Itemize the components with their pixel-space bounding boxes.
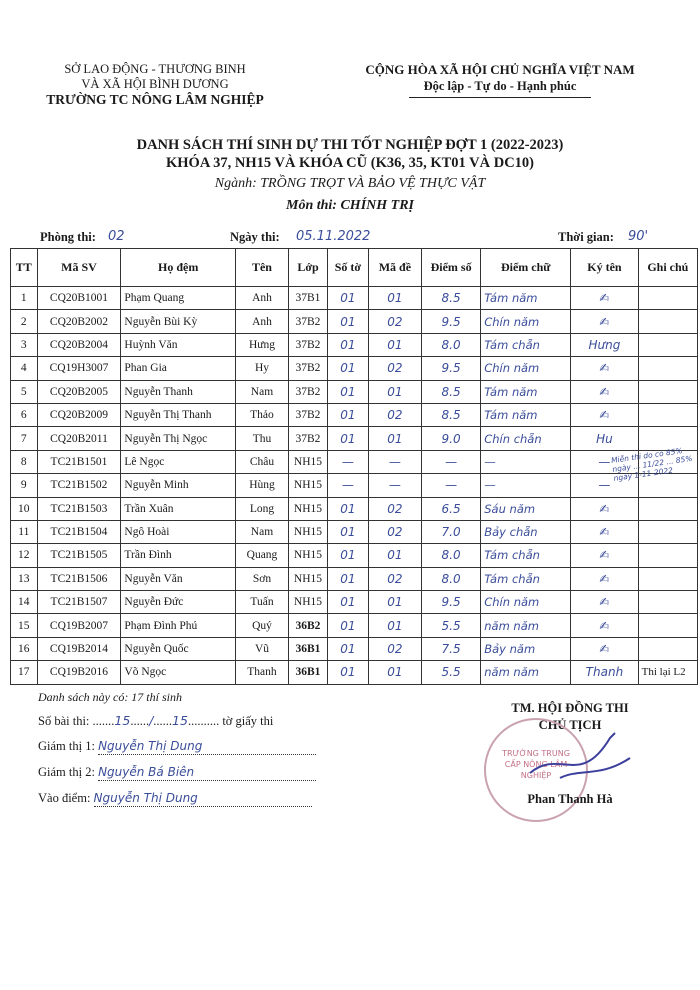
- cell-soto: —: [327, 474, 368, 497]
- cell-chu: Tám năm: [481, 403, 571, 426]
- proctor2-line: [38, 765, 316, 781]
- cell-lop: NH15: [289, 474, 328, 497]
- cell-ma: TC21B1503: [37, 497, 121, 520]
- cell-diem: 7.0: [421, 520, 480, 543]
- cell-ky: —: [571, 450, 638, 473]
- cell-lop: NH15: [289, 544, 328, 567]
- chairman-name: Phan Thanh Hà: [527, 792, 613, 806]
- cell-ten: Tuấn: [235, 591, 288, 614]
- cell-chu: năm năm: [481, 614, 571, 637]
- cell-diem: 8.5: [421, 287, 480, 310]
- cell-ten: Anh: [235, 310, 288, 333]
- cell-ky: ✍: [571, 380, 638, 403]
- cell-chu: Chín năm: [481, 310, 571, 333]
- cell-diem: —: [421, 450, 480, 473]
- cell-tt: 9: [11, 474, 38, 497]
- cell-made: 01: [368, 287, 421, 310]
- cell-diem: 8.5: [421, 403, 480, 426]
- cell-ghichu: [638, 403, 697, 426]
- cell-hodem: Ngô Hoài: [121, 520, 236, 543]
- table-row: [11, 427, 698, 450]
- cell-chu: Bảy năm: [481, 637, 571, 660]
- cell-made: 02: [368, 520, 421, 543]
- cell-ky: ✍: [571, 614, 638, 637]
- cell-tt: 11: [11, 520, 38, 543]
- proctor1-line: [38, 739, 316, 755]
- cell-ghichu: [638, 380, 697, 403]
- cell-ky: ✍: [571, 310, 638, 333]
- cell-chu: —: [481, 474, 571, 497]
- cell-soto: 01: [327, 403, 368, 426]
- cell-tt: 1: [11, 287, 38, 310]
- sheet-count-value2: 15: [172, 713, 188, 728]
- sheet-count-suffix: tờ giấy thi: [222, 714, 274, 728]
- table-row: [11, 333, 698, 356]
- council-role: CHỦ TỊCH: [538, 718, 602, 732]
- issuer-line2: VÀ XÃ HỘI BÌNH DƯƠNG: [81, 77, 229, 91]
- doc-title-line1: DANH SÁCH THÍ SINH DỰ THI TỐT NGHIỆP ĐỢT 1 (2022-2023): [136, 137, 564, 153]
- proctor1-signature: Nguyễn Thị Dung: [98, 739, 203, 753]
- cell-ten: Quý: [235, 614, 288, 637]
- cell-tt: 15: [11, 614, 38, 637]
- cell-ghichu: [638, 287, 697, 310]
- cell-hodem: Trần Đình: [121, 544, 236, 567]
- motto-underline: [409, 97, 591, 98]
- cell-ma: TC21B1505: [37, 544, 121, 567]
- cell-diem: 5.5: [421, 661, 480, 684]
- cell-hodem: Phạm Quang: [121, 287, 236, 310]
- sheet-count-line: Số bài thi: .......15....../......15.......... tờ giấy thi: [38, 713, 274, 728]
- cell-diem: 7.5: [421, 637, 480, 660]
- cell-chu: —: [481, 450, 571, 473]
- cell-made: 01: [368, 661, 421, 684]
- cell-ma: TC21B1501: [37, 450, 121, 473]
- cell-ghichu: [638, 333, 697, 356]
- cell-diem: 5.5: [421, 614, 480, 637]
- cell-soto: 01: [327, 661, 368, 684]
- table-row: [11, 380, 698, 403]
- table-body: [11, 287, 698, 685]
- cell-tt: 13: [11, 567, 38, 590]
- cell-ky: ✍: [571, 357, 638, 380]
- cell-made: 01: [368, 544, 421, 567]
- cell-ten: Sơn: [235, 567, 288, 590]
- cell-made: 02: [368, 403, 421, 426]
- cell-ky: ✍: [571, 287, 638, 310]
- cell-made: —: [368, 474, 421, 497]
- cell-tt: 8: [11, 450, 38, 473]
- col-header: Tên: [235, 249, 288, 287]
- cell-diem: 8.5: [421, 380, 480, 403]
- major: Ngành: TRỒNG TRỌT VÀ BẢO VỆ THỰC VẬT: [214, 176, 486, 191]
- cell-hodem: Nguyễn Thị Ngọc: [121, 427, 236, 450]
- cell-lop: 37B2: [289, 333, 328, 356]
- table-row: [11, 403, 698, 426]
- cell-tt: 3: [11, 333, 38, 356]
- cell-lop: 37B2: [289, 380, 328, 403]
- cell-soto: —: [327, 450, 368, 473]
- cell-ky: Thanh: [571, 661, 638, 684]
- col-header: Họ đệm: [121, 249, 236, 287]
- cell-soto: 01: [327, 427, 368, 450]
- sheet-count-label: Số bài thi:: [38, 714, 90, 728]
- cell-hodem: Huỳnh Văn: [121, 333, 236, 356]
- cell-tt: 5: [11, 380, 38, 403]
- cell-chu: năm năm: [481, 661, 571, 684]
- candidate-table: [10, 248, 698, 685]
- room-value: 02: [108, 229, 125, 244]
- duration-value: 90': [628, 229, 649, 244]
- cell-ma: CQ19B2014: [37, 637, 121, 660]
- cell-ghichu: [638, 637, 697, 660]
- cell-ma: CQ20B2009: [37, 403, 121, 426]
- cell-soto: 01: [327, 637, 368, 660]
- cell-ten: Nam: [235, 520, 288, 543]
- cell-made: 01: [368, 591, 421, 614]
- cell-made: 01: [368, 427, 421, 450]
- proctor1-label: Giám thị 1:: [38, 739, 95, 753]
- cell-ma: CQ19B2007: [37, 614, 121, 637]
- cell-made: 01: [368, 380, 421, 403]
- cell-ten: Hưng: [235, 333, 288, 356]
- proctor2-signature: Nguyễn Bá Biên: [98, 765, 195, 779]
- table-row: [11, 567, 698, 590]
- col-header: Ghi chú: [638, 249, 697, 287]
- cell-soto: 01: [327, 310, 368, 333]
- cell-lop: 37B2: [289, 357, 328, 380]
- cell-soto: 01: [327, 614, 368, 637]
- issuer-line1: SỞ LAO ĐỘNG - THƯƠNG BINH: [64, 62, 246, 76]
- cell-tt: 2: [11, 310, 38, 333]
- cell-tt: 16: [11, 637, 38, 660]
- table-row: [11, 474, 698, 497]
- grader-signature: Nguyễn Thị Dung: [93, 791, 198, 805]
- cell-ten: Long: [235, 497, 288, 520]
- cell-ten: Quang: [235, 544, 288, 567]
- cell-ma: TC21B1507: [37, 591, 121, 614]
- cell-ma: CQ20B2011: [37, 427, 121, 450]
- cell-hodem: Phạm Đình Phú: [121, 614, 236, 637]
- cell-diem: 6.5: [421, 497, 480, 520]
- duration-label: Thời gian:: [558, 230, 614, 244]
- cell-ten: Hùng: [235, 474, 288, 497]
- date-value: 05.11.2022: [296, 229, 371, 244]
- cell-soto: 01: [327, 591, 368, 614]
- grader-label: Vào điểm:: [38, 791, 91, 805]
- sheet-count-sep: /: [149, 713, 154, 728]
- table-row: [11, 310, 698, 333]
- candidate-count: Danh sách này có: 17 thí sinh: [38, 690, 182, 704]
- cell-hodem: Phan Gia: [121, 357, 236, 380]
- table-row: [11, 661, 698, 684]
- cell-lop: 37B2: [289, 310, 328, 333]
- exemption-note: Miễn thi do có 85% ngày ... 11/22 ... 85% ngày 1-11-2022: [610, 446, 693, 483]
- cell-ky: ✍: [571, 520, 638, 543]
- cell-diem: 9.5: [421, 310, 480, 333]
- cell-chu: Chín chẵn: [481, 427, 571, 450]
- cell-tt: 7: [11, 427, 38, 450]
- proctor2-label: Giám thị 2:: [38, 765, 95, 779]
- motto: Độc lập - Tự do - Hạnh phúc: [423, 79, 577, 93]
- cell-soto: 01: [327, 567, 368, 590]
- cell-diem: 9.0: [421, 427, 480, 450]
- country-name: CỘNG HÒA XÃ HỘI CHỦ NGHĨA VIỆT NAM: [365, 62, 635, 77]
- cell-hodem: Trần Xuân: [121, 497, 236, 520]
- col-header: Mã SV: [37, 249, 121, 287]
- cell-chu: Tám chẵn: [481, 567, 571, 590]
- cell-ghichu: Thi lại L2: [638, 661, 697, 684]
- cell-ten: Thu: [235, 427, 288, 450]
- cell-ma: CQ19H3007: [37, 357, 121, 380]
- cell-chu: Bảy chẵn: [481, 520, 571, 543]
- cell-ky: ✍: [571, 591, 638, 614]
- table-row: [11, 637, 698, 660]
- cell-ma: CQ19B2016: [37, 661, 121, 684]
- cell-ma: TC21B1502: [37, 474, 121, 497]
- cell-tt: 12: [11, 544, 38, 567]
- cell-tt: 6: [11, 403, 38, 426]
- cell-ma: TC21B1506: [37, 567, 121, 590]
- table-row: [11, 544, 698, 567]
- table-row: [11, 520, 698, 543]
- cell-ghichu: [638, 614, 697, 637]
- cell-ten: Vũ: [235, 637, 288, 660]
- table-row: [11, 614, 698, 637]
- cell-tt: 17: [11, 661, 38, 684]
- cell-ky: Hu: [571, 427, 638, 450]
- cell-ma: CQ20B2002: [37, 310, 121, 333]
- cell-soto: 01: [327, 333, 368, 356]
- cell-hodem: Nguyễn Bùi Kỳ: [121, 310, 236, 333]
- cell-hodem: Nguyễn Đức: [121, 591, 236, 614]
- col-header: Lớp: [289, 249, 328, 287]
- cell-chu: Sáu năm: [481, 497, 571, 520]
- cell-lop: 37B2: [289, 403, 328, 426]
- date-label: Ngày thi:: [230, 230, 280, 244]
- cell-hodem: Nguyễn Thị Thanh: [121, 403, 236, 426]
- cell-hodem: Võ Ngọc: [121, 661, 236, 684]
- cell-diem: 8.0: [421, 333, 480, 356]
- cell-tt: 10: [11, 497, 38, 520]
- cell-ma: CQ20B1001: [37, 287, 121, 310]
- cell-made: 02: [368, 310, 421, 333]
- cell-soto: 01: [327, 357, 368, 380]
- subject: Môn thi: CHÍNH TRỊ: [286, 198, 414, 213]
- cell-ky: ✍: [571, 544, 638, 567]
- cell-lop: 36B1: [289, 637, 328, 660]
- cell-ten: Châu: [235, 450, 288, 473]
- cell-chu: Tám chẵn: [481, 333, 571, 356]
- cell-chu: Tám năm: [481, 380, 571, 403]
- cell-ten: Nam: [235, 380, 288, 403]
- cell-ghichu: [638, 357, 697, 380]
- cell-ky: ✍: [571, 497, 638, 520]
- cell-tt: 14: [11, 591, 38, 614]
- cell-lop: NH15: [289, 450, 328, 473]
- table-row: [11, 357, 698, 380]
- cell-tt: 4: [11, 357, 38, 380]
- cell-lop: NH15: [289, 567, 328, 590]
- cell-chu: Chín năm: [481, 357, 571, 380]
- cell-ma: TC21B1504: [37, 520, 121, 543]
- cell-lop: 36B2: [289, 614, 328, 637]
- col-header: Điểm chữ: [481, 249, 571, 287]
- cell-diem: 9.5: [421, 591, 480, 614]
- cell-ky: ✍: [571, 403, 638, 426]
- cell-ten: Thảo: [235, 403, 288, 426]
- cell-soto: 01: [327, 380, 368, 403]
- cell-made: 01: [368, 333, 421, 356]
- cell-ghichu: [638, 567, 697, 590]
- school-name: TRƯỜNG TC NÔNG LÂM NGHIỆP: [46, 92, 264, 107]
- cell-made: —: [368, 450, 421, 473]
- grader-line: [38, 791, 312, 807]
- cell-made: 02: [368, 357, 421, 380]
- council-title: TM. HỘI ĐỒNG THI: [511, 701, 629, 715]
- cell-lop: 37B1: [289, 287, 328, 310]
- national-motto: [340, 62, 660, 94]
- cell-lop: NH15: [289, 520, 328, 543]
- cell-diem: 8.0: [421, 544, 480, 567]
- col-header: TT: [11, 249, 38, 287]
- cell-diem: 9.5: [421, 357, 480, 380]
- col-header: Điểm số: [421, 249, 480, 287]
- cell-ten: Hy: [235, 357, 288, 380]
- issuer-block: [20, 62, 290, 107]
- cell-hodem: Nguyễn Thanh: [121, 380, 236, 403]
- cell-hodem: Nguyễn Văn: [121, 567, 236, 590]
- cell-ma: CQ20B2004: [37, 333, 121, 356]
- table-row: [11, 591, 698, 614]
- cell-soto: 01: [327, 520, 368, 543]
- cell-chu: Chín năm: [481, 591, 571, 614]
- cell-ghichu: [638, 310, 697, 333]
- cell-ghichu: [638, 520, 697, 543]
- cell-made: 02: [368, 497, 421, 520]
- doc-title-line2: KHÓA 37, NH15 VÀ KHÓA CŨ (K36, 35, KT01 VÀ DC10): [165, 155, 535, 171]
- table-row: [11, 287, 698, 310]
- cell-ky: Hưng: [571, 333, 638, 356]
- cell-lop: NH15: [289, 591, 328, 614]
- cell-ten: Anh: [235, 287, 288, 310]
- cell-made: 01: [368, 614, 421, 637]
- cell-soto: 01: [327, 497, 368, 520]
- cell-soto: 01: [327, 544, 368, 567]
- seal-text: TRƯỜNG TRUNG CẤP NÔNG LÂM NGHIỆP: [502, 749, 570, 780]
- sheet-count-value: 15: [114, 713, 131, 728]
- cell-chu: Tám chẵn: [481, 544, 571, 567]
- cell-ma: CQ20B2005: [37, 380, 121, 403]
- cell-chu: Tám năm: [481, 287, 571, 310]
- cell-made: 02: [368, 637, 421, 660]
- cell-lop: 37B2: [289, 427, 328, 450]
- cell-soto: 01: [327, 287, 368, 310]
- cell-made: 02: [368, 567, 421, 590]
- chairman-signature-icon: [520, 728, 640, 798]
- cell-ghichu: [638, 591, 697, 614]
- cell-diem: 8.0: [421, 567, 480, 590]
- table-row: [11, 497, 698, 520]
- room-label: Phòng thi:: [40, 230, 96, 244]
- cell-ghichu: [638, 497, 697, 520]
- table-row: [11, 450, 698, 473]
- cell-ky: ✍: [571, 637, 638, 660]
- table-header-row: [11, 249, 698, 287]
- cell-diem: —: [421, 474, 480, 497]
- cell-ky: ✍: [571, 567, 638, 590]
- cell-ky: —: [571, 474, 638, 497]
- col-header: Mã đề: [368, 249, 421, 287]
- cell-ten: Thanh: [235, 661, 288, 684]
- col-header: Số tờ: [327, 249, 368, 287]
- col-header: Ký tên: [571, 249, 638, 287]
- cell-lop: NH15: [289, 497, 328, 520]
- cell-hodem: Nguyễn Minh: [121, 474, 236, 497]
- cell-hodem: Nguyễn Quốc: [121, 637, 236, 660]
- cell-ghichu: [638, 544, 697, 567]
- cell-lop: 36B1: [289, 661, 328, 684]
- cell-hodem: Lê Ngọc: [121, 450, 236, 473]
